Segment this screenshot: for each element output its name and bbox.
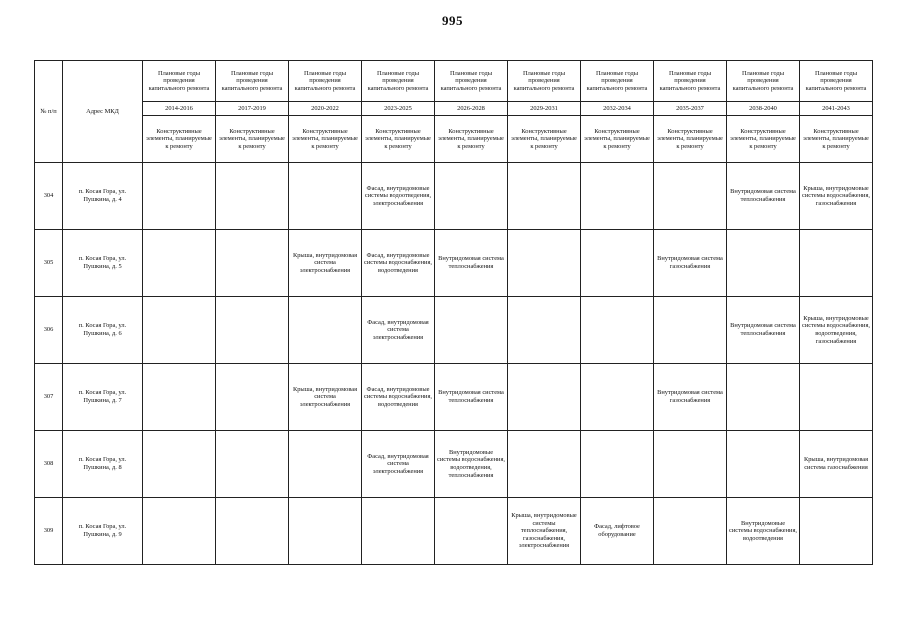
- plan-cell: Внутридомовая система теплоснабжения: [727, 163, 800, 230]
- plan-cell: Фасад, внутридомовые системы водоотведения, электроснабжения: [362, 163, 435, 230]
- plan-cell: Внутридомовая система газоснабжения: [654, 364, 727, 431]
- plan-cell: Фасад, внутридомовые системы водоснабжения, водоотведения: [362, 230, 435, 297]
- plan-cell: Крыша, внутридомовые системы водоснабжения, газоснабжения: [800, 163, 873, 230]
- repair-schedule-table: [34, 60, 873, 565]
- plan-cell: Внутридомовые системы водоснабжения, водоотведения, теплоснабжения: [435, 431, 508, 498]
- plan-cell: [654, 297, 727, 364]
- period-title-cell: Плановые годы проведения капитального ремонта: [581, 61, 654, 102]
- plan-cell: [143, 163, 216, 230]
- header-row-titles: [35, 61, 873, 102]
- plan-cell: Фасад, внутридомовая система электроснабжения: [362, 297, 435, 364]
- plan-cell: [727, 364, 800, 431]
- plan-cell: [508, 431, 581, 498]
- row-number: 306: [35, 297, 63, 364]
- plan-cell: [435, 163, 508, 230]
- elements-title-cell: Конструктивные элементы, планируемые к ремонту: [362, 116, 435, 163]
- plan-cell: [143, 498, 216, 565]
- row-number: 305: [35, 230, 63, 297]
- elements-title-cell: Конструктивные элементы, планируемые к ремонту: [727, 116, 800, 163]
- row-address: п. Косая Гора, ул. Пушкина, д. 6: [63, 297, 143, 364]
- row-address: п. Косая Гора, ул. Пушкина, д. 5: [63, 230, 143, 297]
- plan-cell: [143, 297, 216, 364]
- plan-cell: [654, 498, 727, 565]
- period-years-cell: 2017-2019: [216, 102, 289, 116]
- table-header: [35, 61, 873, 163]
- elements-title-cell: Конструктивные элементы, планируемые к ремонту: [143, 116, 216, 163]
- row-number: 308: [35, 431, 63, 498]
- plan-cell: [289, 297, 362, 364]
- plan-cell: [289, 431, 362, 498]
- plan-cell: Крыша, внутридомовые системы водоснабжения, водоотведения, газоснабжения: [800, 297, 873, 364]
- table-row: [35, 431, 873, 498]
- period-title-cell: Плановые годы проведения капитального ремонта: [800, 61, 873, 102]
- plan-cell: [435, 297, 508, 364]
- table-row: [35, 163, 873, 230]
- row-number: 309: [35, 498, 63, 565]
- plan-cell: [581, 364, 654, 431]
- plan-cell: [800, 364, 873, 431]
- period-title-cell: Плановые годы проведения капитального ремонта: [654, 61, 727, 102]
- row-address: п. Косая Гора, ул. Пушкина, д. 9: [63, 498, 143, 565]
- plan-cell: [216, 297, 289, 364]
- period-title-cell: Плановые годы проведения капитального ремонта: [362, 61, 435, 102]
- row-address: п. Косая Гора, ул. Пушкина, д. 4: [63, 163, 143, 230]
- plan-cell: [216, 364, 289, 431]
- elements-title-cell: Конструктивные элементы, планируемые к ремонту: [508, 116, 581, 163]
- header-row-elements: [35, 116, 873, 163]
- row-address: п. Косая Гора, ул. Пушкина, д. 8: [63, 431, 143, 498]
- plan-cell: Крыша, внутридомовая система электроснабжения: [289, 230, 362, 297]
- header-row-years: [35, 102, 873, 116]
- plan-cell: [435, 498, 508, 565]
- period-years-cell: 2032-2034: [581, 102, 654, 116]
- period-years-cell: 2023-2025: [362, 102, 435, 116]
- plan-cell: Фасад, внутридомовая система электроснабжения: [362, 431, 435, 498]
- elements-title-cell: Конструктивные элементы, планируемые к ремонту: [289, 116, 362, 163]
- plan-cell: [581, 230, 654, 297]
- plan-cell: [216, 163, 289, 230]
- plan-cell: Крыша, внутридомовая система газоснабжения: [800, 431, 873, 498]
- plan-cell: [289, 163, 362, 230]
- plan-cell: [508, 230, 581, 297]
- period-years-cell: 2038-2040: [727, 102, 800, 116]
- plan-cell: [727, 431, 800, 498]
- plan-cell: Внутридомовая система теплоснабжения: [727, 297, 800, 364]
- period-title-cell: Плановые годы проведения капитального ремонта: [508, 61, 581, 102]
- page-number: 995: [442, 13, 463, 28]
- plan-cell: [289, 498, 362, 565]
- plan-cell: Фасад, лифтовое оборудование: [581, 498, 654, 565]
- elements-title-cell: Конструктивные элементы, планируемые к ремонту: [800, 116, 873, 163]
- plan-cell: [581, 431, 654, 498]
- plan-cell: [216, 498, 289, 565]
- plan-cell: [508, 364, 581, 431]
- num-column-header: № п/п: [35, 61, 63, 163]
- plan-cell: [581, 163, 654, 230]
- plan-cell: [654, 163, 727, 230]
- plan-cell: Крыша, внутридомовая система электроснабжения: [289, 364, 362, 431]
- plan-cell: Фасад, внутридомовые системы водоснабжения, водоотведения: [362, 364, 435, 431]
- elements-title-cell: Конструктивные элементы, планируемые к ремонту: [216, 116, 289, 163]
- period-title-cell: Плановые годы проведения капитального ремонта: [435, 61, 508, 102]
- elements-title-cell: Конструктивные элементы, планируемые к ремонту: [581, 116, 654, 163]
- plan-cell: Внутридомовая система теплоснабжения: [435, 230, 508, 297]
- row-number: 307: [35, 364, 63, 431]
- plan-cell: [143, 230, 216, 297]
- table-row: [35, 230, 873, 297]
- period-title-cell: Плановые годы проведения капитального ремонта: [727, 61, 800, 102]
- period-years-cell: 2014-2016: [143, 102, 216, 116]
- plan-cell: [581, 297, 654, 364]
- elements-title-cell: Конструктивные элементы, планируемые к ремонту: [435, 116, 508, 163]
- plan-cell: [143, 431, 216, 498]
- period-title-cell: Плановые годы проведения капитального ремонта: [143, 61, 216, 102]
- table-body: [35, 163, 873, 565]
- plan-cell: Внутридомовые системы водоснабжения, водоотведения: [727, 498, 800, 565]
- table-row: [35, 297, 873, 364]
- plan-cell: [508, 163, 581, 230]
- table-row: [35, 498, 873, 565]
- plan-cell: [143, 364, 216, 431]
- plan-cell: Внутридомовая система теплоснабжения: [435, 364, 508, 431]
- period-title-cell: Плановые годы проведения капитального ремонта: [216, 61, 289, 102]
- plan-cell: [654, 431, 727, 498]
- row-number: 304: [35, 163, 63, 230]
- plan-cell: [800, 230, 873, 297]
- period-years-cell: 2026-2028: [435, 102, 508, 116]
- plan-cell: [727, 230, 800, 297]
- plan-cell: [508, 297, 581, 364]
- period-years-cell: 2035-2037: [654, 102, 727, 116]
- address-column-header: Адрес МКД: [63, 61, 143, 163]
- plan-cell: Крыша, внутридомовые системы теплоснабжения, газоснабжения, электроснабжения: [508, 498, 581, 565]
- plan-cell: [216, 230, 289, 297]
- table-row: [35, 364, 873, 431]
- period-title-cell: Плановые годы проведения капитального ремонта: [289, 61, 362, 102]
- period-years-cell: 2029-2031: [508, 102, 581, 116]
- row-address: п. Косая Гора, ул. Пушкина, д. 7: [63, 364, 143, 431]
- plan-cell: [800, 498, 873, 565]
- plan-cell: [216, 431, 289, 498]
- elements-title-cell: Конструктивные элементы, планируемые к ремонту: [654, 116, 727, 163]
- period-years-cell: 2041-2043: [800, 102, 873, 116]
- plan-cell: Внутридомовая система газоснабжения: [654, 230, 727, 297]
- period-years-cell: 2020-2022: [289, 102, 362, 116]
- plan-cell: [362, 498, 435, 565]
